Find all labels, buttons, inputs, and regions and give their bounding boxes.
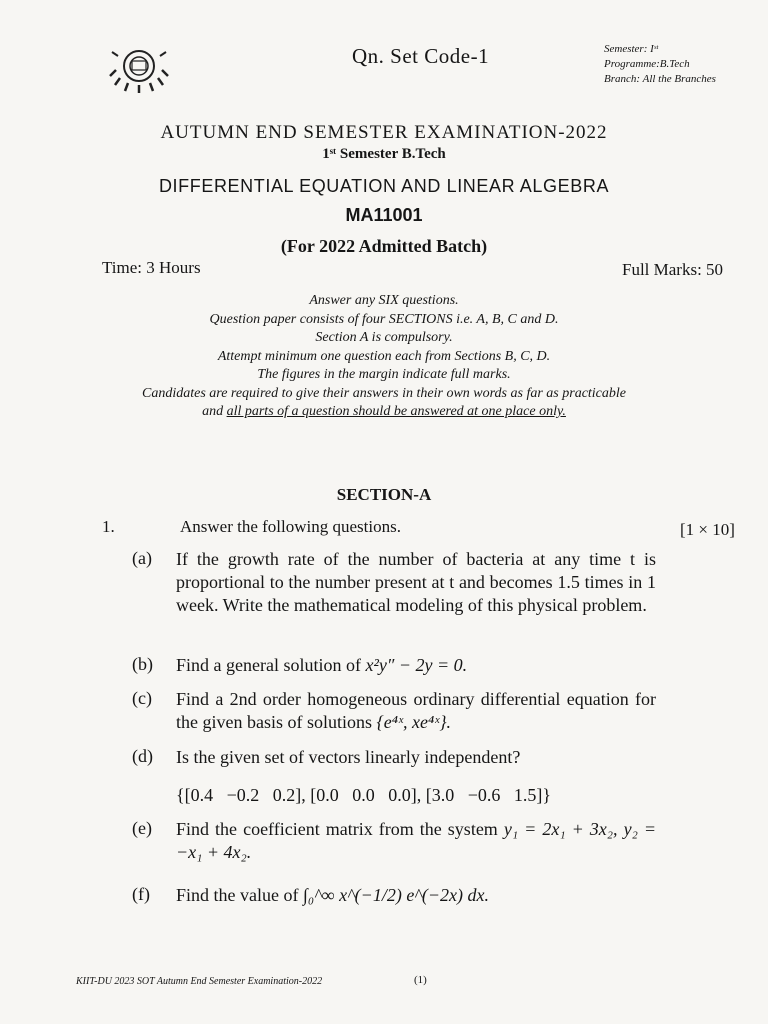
instructions — [0, 292, 768, 422]
course-code: MA11001 — [345, 205, 423, 225]
instruction-underlined: all parts of a question should be answered at one place only. — [226, 404, 566, 419]
part-a-text: If the growth rate of the number of bacteria at any time t is proportional to the number present at t and becomes 1.5 times in 1 week. Write the mathematical modeling of this physical problem. — [176, 549, 656, 615]
semester-meta: Semester: Iˢᵗ — [604, 43, 658, 55]
instruction-line: Candidates are required to give their answers in their own words as far as practicable — [141, 385, 627, 401]
section-heading: SECTION-A — [336, 485, 432, 504]
batch-line: (For 2022 Admitted Batch) — [280, 236, 488, 256]
part-label-b: (b) — [132, 654, 153, 674]
part-e-math: y₁ = 2x₁ + 3x₂, y₂ = −x₁ + 4x₂. — [176, 819, 657, 862]
instruction-line: Question paper consists of four SECTIONS i.e. A, B, C and D. — [209, 311, 559, 327]
course-title: DIFFERENTIAL EQUATION AND LINEAR ALGEBRA — [158, 176, 610, 196]
exam-title: AUTUMN END SEMESTER EXAMINATION-2022 — [160, 122, 608, 143]
university-logo — [106, 42, 172, 94]
part-b-text: Find a general solution of — [176, 655, 366, 675]
part-f-math: ∫₀^∞ x^(−1/2) e^(−2x) dx. — [302, 885, 490, 905]
branch-meta: Branch: All the Branches — [604, 73, 716, 85]
part-c-text: Find a 2nd order homogeneous ordinary differential equation for the given basis of solutions — [176, 689, 656, 732]
question-number: 1. — [102, 517, 115, 536]
question-marks: [1 × 10] — [680, 520, 735, 539]
time-allowed: Time: 3 Hours — [102, 258, 201, 277]
part-label-c: (c) — [132, 688, 152, 708]
footer-text: KIIT-DU 2023 SOT Autumn End Semester Examination-2022 — [76, 976, 323, 987]
instruction-line — [0, 403, 768, 422]
instruction-text: and — [202, 404, 227, 419]
part-b — [176, 654, 656, 677]
part-label-f: (f) — [132, 884, 150, 904]
part-label-a: (a) — [132, 548, 152, 568]
programme-meta: Programme:B.Tech — [604, 58, 690, 70]
part-d-text: Is the given set of vectors linearly independent? — [176, 747, 521, 767]
page-number: (1) — [414, 974, 427, 986]
part-f — [176, 884, 656, 907]
question-text: Answer the following questions. — [180, 517, 401, 536]
part-c — [176, 688, 656, 734]
part-f-text: Find the value of — [176, 885, 303, 905]
part-b-math: x²y″ − 2y = 0. — [365, 655, 468, 675]
part-c-math: {e⁴ˣ, xe⁴ˣ}. — [376, 712, 452, 732]
instruction-line: Attempt minimum one question each from Sections B, C, D. — [217, 348, 551, 364]
instruction-line: Section A is compulsory. — [315, 330, 453, 345]
part-d-vectors: {[0.4 −0.2 0.2], [0.0 0.0 0.0], [3.0 −0.6 1.5]} — [176, 785, 552, 805]
question-set-code: Qn. Set Code-1 — [352, 44, 490, 68]
part-label-e: (e) — [132, 818, 152, 838]
semester-line: 1ˢᵗ Semester B.Tech — [322, 146, 446, 162]
part-label-d: (d) — [132, 746, 153, 766]
part-e-text: Find the coefficient matrix from the system — [176, 819, 504, 839]
paper-meta — [604, 42, 716, 87]
part-e — [176, 818, 656, 864]
instruction-line: Answer any SIX questions. — [309, 293, 459, 308]
full-marks: Full Marks: 50 — [622, 260, 724, 279]
instruction-line: The figures in the margin indicate full marks. — [257, 367, 511, 382]
